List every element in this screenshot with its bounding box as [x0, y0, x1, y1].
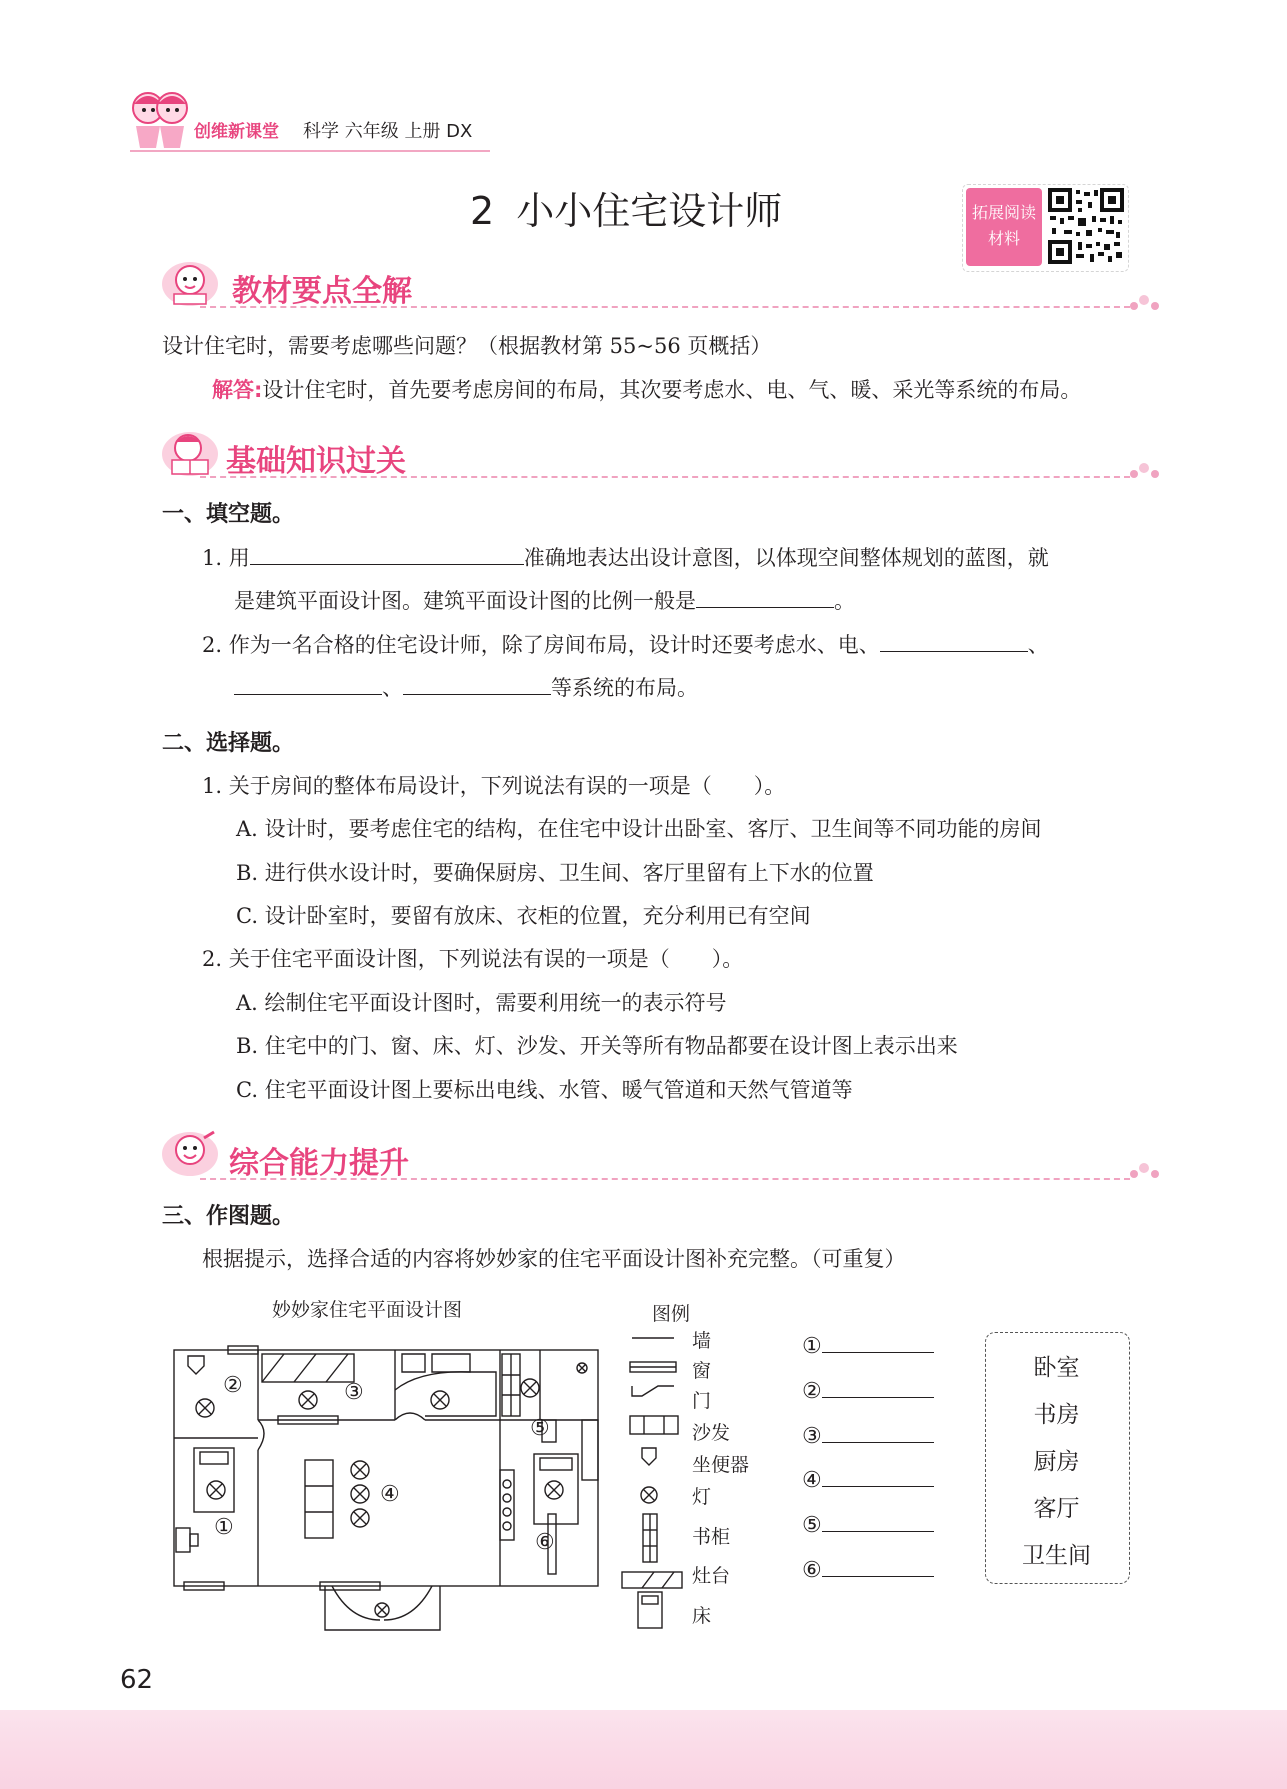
fill-q2-blank3[interactable]	[403, 674, 551, 695]
qr-code-icon[interactable]	[1048, 188, 1124, 264]
choice-q2-option-a[interactable]: A. 绘制住宅平面设计图时，需要利用统一的表示符号	[236, 991, 727, 1015]
option-bedroom: 卧室	[1033, 1355, 1080, 1381]
lesson-name: 小小住宅设计师	[516, 189, 783, 233]
floor-plan	[170, 1320, 610, 1640]
fill-q1-blank1[interactable]	[250, 544, 524, 565]
section-mascot-icon	[160, 428, 222, 478]
answer-text: 设计住宅时，首先要考虑房间的布局，其次要考虑水、电、气、暖、采光等系统的布局。	[262, 378, 1082, 402]
fill-q1-part-a: 1. 用	[202, 546, 250, 570]
fill-q1-line2	[234, 585, 855, 615]
answer-blank-6[interactable]	[822, 1556, 934, 1577]
choice-title: 二、选择题。	[162, 731, 295, 756]
bottom-decor-band	[0, 1710, 1287, 1789]
floor-plan-title: 妙妙家住宅平面设计图	[272, 1299, 463, 1321]
section-divider	[200, 306, 1130, 308]
section-mascot-icon	[160, 1128, 222, 1178]
fill-q1-part-d: 。	[834, 589, 855, 613]
choice-q1-option-a[interactable]: A. 设计时，要考虑住宅的结构，在住宅中设计出卧室、客厅、卫生间等不同功能的房间	[236, 817, 1042, 841]
sofa-symbol-icon	[630, 1416, 678, 1434]
option-living-room: 客厅	[1033, 1496, 1080, 1522]
answer-label: 解答:	[212, 378, 263, 402]
book-info: 科学 六年级 上册 DX	[303, 121, 473, 142]
plan-mark-5: ⑤	[530, 1416, 550, 1441]
decor-dots-icon	[1128, 292, 1162, 314]
legend-door: 门	[692, 1390, 712, 1412]
choice-q1-option-c[interactable]: C. 设计卧室时，要留有放床、衣柜的位置，充分利用已有空间	[236, 904, 811, 928]
brand-name: 创维新课堂	[194, 122, 279, 142]
section-divider	[200, 1178, 1130, 1180]
legend-sofa: 沙发	[692, 1422, 731, 1444]
plan-mark-2: ②	[223, 1373, 243, 1398]
legend-wall: 墙	[692, 1330, 712, 1352]
answer-row-4	[802, 1466, 934, 1493]
answer-row-6	[802, 1556, 934, 1583]
key-point-answer	[212, 374, 1081, 404]
fill-q1-line1	[202, 542, 1049, 572]
lesson-number: 2	[470, 189, 495, 233]
section-mascot-icon	[160, 258, 222, 308]
plan-mark-4: ④	[380, 1482, 400, 1507]
choice-q1-option-b[interactable]: B. 进行供水设计时，要确保厨房、卫生间、客厅里留有上下水的位置	[236, 861, 874, 885]
lesson-title	[470, 180, 782, 235]
option-kitchen: 厨房	[1033, 1449, 1080, 1475]
choice-q1: 1. 关于房间的整体布局设计，下列说法有误的一项是（ ）。	[202, 774, 786, 798]
answer-row-3	[802, 1422, 934, 1449]
answer-row-2	[802, 1377, 934, 1404]
section-title-improvement: 综合能力提升	[229, 1146, 409, 1181]
fill-q2-blank1[interactable]	[880, 631, 1028, 652]
fill-q2-line1	[202, 629, 1049, 659]
legend-title: 图例	[652, 1303, 691, 1325]
drawing-instruction: 根据提示，选择合适的内容将妙妙家的住宅平面设计图补充完整。（可重复）	[202, 1247, 906, 1271]
decor-dots-icon	[1128, 460, 1162, 482]
fill-q2-part-d: 等系统的布局。	[551, 676, 698, 700]
answer-row-5	[802, 1511, 934, 1538]
extended-reading-tag[interactable]	[966, 188, 1042, 266]
qr-tag-line2: 材料	[987, 229, 1020, 248]
qr-tag-line1: 拓展阅读	[971, 203, 1036, 222]
mascot-logo	[126, 86, 196, 152]
answer-number-3: ③	[802, 1424, 822, 1449]
door-symbol-icon	[632, 1386, 674, 1396]
answer-blank-4[interactable]	[822, 1466, 934, 1487]
answer-blank-3[interactable]	[822, 1422, 934, 1443]
answer-blank-2[interactable]	[822, 1377, 934, 1398]
toilet-symbol-icon	[642, 1448, 656, 1465]
fill-blank-title: 一、填空题。	[162, 502, 295, 527]
legend-lamp: 灯	[692, 1486, 712, 1508]
answer-row-1	[802, 1332, 934, 1359]
legend-stove: 灶台	[692, 1565, 731, 1587]
answer-number-5: ⑤	[802, 1513, 822, 1538]
fill-q1-blank2[interactable]	[696, 587, 834, 608]
legend-bed: 床	[692, 1605, 712, 1627]
section-divider	[200, 476, 1130, 478]
plan-mark-6: ⑥	[535, 1530, 555, 1555]
choice-q2-option-b[interactable]: B. 住宅中的门、窗、床、灯、沙发、开关等所有物品都要在设计图上表示出来	[236, 1034, 958, 1058]
answer-number-6: ⑥	[802, 1558, 822, 1583]
fill-q1-part-c: 是建筑平面设计图。建筑平面设计图的比例一般是	[234, 589, 696, 613]
section-title-key-points: 教材要点全解	[232, 274, 412, 309]
option-bathroom: 卫生间	[1022, 1543, 1091, 1569]
fill-q2-part-a: 2. 作为一名合格的住宅设计师，除了房间布局，设计时还要考虑水、电、	[202, 633, 880, 657]
answer-blank-5[interactable]	[822, 1511, 934, 1532]
choice-q2-option-c[interactable]: C. 住宅平面设计图上要标出电线、水管、暖气管道和天然气管道等	[236, 1078, 853, 1102]
section-title-basics: 基础知识过关	[226, 444, 406, 479]
choice-q2: 2. 关于住宅平面设计图，下列说法有误的一项是（ ）。	[202, 947, 744, 971]
page-number: 62	[120, 1665, 154, 1695]
key-point-question: 设计住宅时，需要考虑哪些问题？（根据教材第 55~56 页概括）	[162, 334, 772, 358]
header-divider	[130, 150, 490, 152]
fill-q2-blank2[interactable]	[234, 674, 382, 695]
answer-number-1: ①	[802, 1334, 822, 1359]
legend-window: 窗	[692, 1360, 712, 1382]
answer-number-4: ④	[802, 1468, 822, 1493]
fill-q1-part-b: 准确地表达出设计意图，以体现空间整体规划的蓝图，就	[523, 546, 1049, 570]
legend-bookcase: 书柜	[692, 1526, 731, 1548]
fill-q2-line2	[234, 672, 698, 702]
drawing-title: 三、作图题。	[162, 1204, 295, 1229]
fill-q2-part-c: 、	[382, 676, 403, 700]
answer-blank-1[interactable]	[822, 1332, 934, 1353]
decor-dots-icon	[1128, 1160, 1162, 1182]
fill-q2-part-b: 、	[1027, 633, 1049, 657]
plan-mark-3: ③	[344, 1380, 364, 1405]
option-study: 书房	[1033, 1402, 1080, 1428]
legend-toilet: 坐便器	[692, 1454, 750, 1476]
legend-symbols	[620, 1322, 690, 1630]
plan-mark-1: ①	[214, 1515, 234, 1540]
answer-number-2: ②	[802, 1379, 822, 1404]
